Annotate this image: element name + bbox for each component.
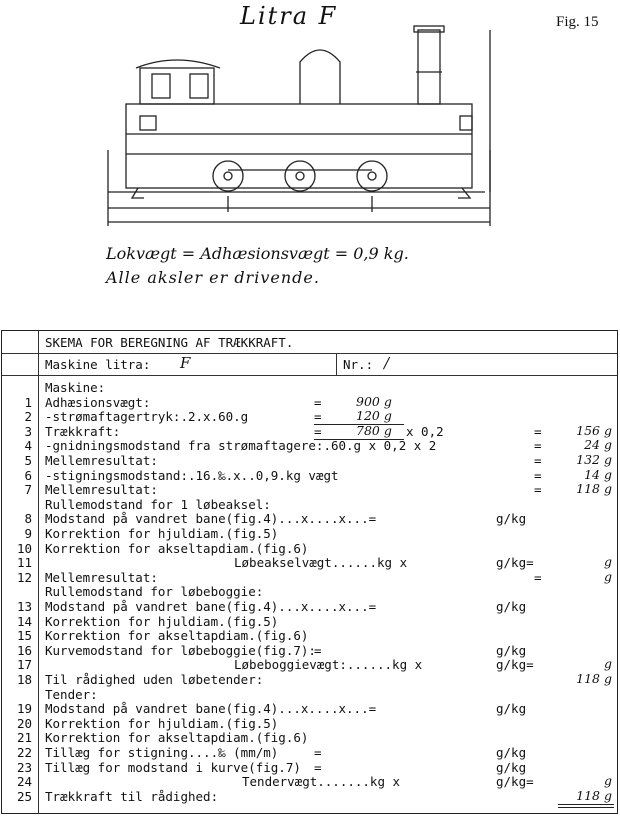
caption-axles: Alle aksler er drivende. [106,268,320,287]
row-label: Korrektion for akseltapdiam.(fig.6) [45,540,309,556]
row-number: 21 [16,730,32,746]
row-number: 5 [24,453,32,468]
figure-number: Fig. 15 [556,14,599,30]
row-number: 10 [16,540,32,556]
row-equals: = [314,745,322,760]
row-label: Trækkraft: [45,423,121,439]
row-equals: = [314,759,322,775]
row-value: 780 g [356,422,392,438]
row-equals: = [314,394,322,410]
row-number: 3 [24,423,32,439]
row-value: 900 g [356,393,392,409]
row-result-equals: = [534,423,542,439]
row-label: Korrektion for akseltapdiam.(fig.6) [45,730,309,746]
row-label: Korrektion for hjuldiam.(fig.5) [45,526,279,541]
row-number: 12 [16,569,32,585]
row-equals: = [314,423,322,439]
maskine-label: Maskine litra: [45,357,151,372]
row-number: 20 [16,715,32,731]
row-result: 156 g [576,422,612,438]
row-unit: g/kg [496,511,527,527]
number-column-line [38,331,39,813]
row-unit: g/kg [496,759,527,775]
row-label: Tillæg for stigning....‰ (mm/m) [45,745,279,760]
row-result-equals: = [534,569,542,585]
row-result: 118 g [576,787,612,803]
divider [2,353,617,354]
row-label: Modstand på vandret bane(fig.4)...x....x...= [45,511,377,527]
row-label: Kurvemodstand for løbeboggie(fig.7): [45,642,316,658]
row-number: 7 [24,482,32,498]
row-unit: g/kg [496,745,527,760]
row-result-equals: = [534,438,542,454]
row-result: 118 g [576,481,612,497]
row-label: Mellemresultat: [45,569,158,585]
row-label: Løbeboggievægt:......kg x [234,657,423,673]
row-number: 15 [16,628,32,644]
traction-calculation-table [1,330,618,814]
row-unit: g/kg [496,701,527,717]
row-label: Til rådighed uden løbetender: [45,672,264,687]
maskine-value: F [180,354,191,372]
row-number: 14 [16,613,32,629]
row-number: 18 [16,672,32,687]
nr-value: / [384,354,390,372]
row-label: Adhæsionsvægt: [45,394,151,410]
row-label: Korrektion for hjuldiam.(fig.5) [45,715,279,731]
row-label: Korrektion for hjuldiam.(fig.5) [45,613,279,629]
row-number: 6 [24,467,32,483]
row-number: 16 [16,642,32,658]
caption-weight: Lokvægt = Adhæsionsvægt = 0,9 kg. [106,244,409,263]
row-label: Modstand på vandret bane(fig.4)...x....x...= [45,599,377,614]
row-number: 17 [16,657,32,673]
row-label: Rullemodstand for 1 løbeaksel: [45,496,271,512]
final-result-underline [558,807,614,808]
row-number: 19 [16,701,32,717]
row-label: Trækkraft til rådighed: [45,788,219,804]
row-unit: g/kg= [496,774,534,790]
row-multiplier: x 0,2 [406,423,444,439]
row-label: Korrektion for akseltapdiam.(fig.6) [45,628,309,644]
locomotive-drawing [0,0,620,240]
row-unit: g/kg [496,599,527,614]
row-number: 23 [16,759,32,775]
row-label: Mellemresultat: [45,482,158,498]
row-unit: g/kg= [496,555,534,571]
figure-title: Litra F [240,2,338,30]
row-number: 9 [24,526,32,541]
row-unit: g/kg [496,642,527,658]
row-number: 13 [16,599,32,614]
row-result: 132 g [576,452,612,467]
row-result: g [603,554,612,570]
row-equals: = [314,409,322,425]
row-label: Maskine: [45,380,106,395]
final-result-underline [558,804,614,805]
row-result: g [603,656,612,672]
nr-label: Nr.: [343,357,374,372]
row-number: 11 [16,555,32,571]
row-number: 22 [16,745,32,760]
row-result-equals: = [534,467,542,483]
row-label: -gnidningsmodstand fra strømaftagere:.60.g x 0,2 x 2 [45,438,437,454]
row-number: 4 [24,438,32,454]
row-result: 14 g [584,466,612,482]
row-result-equals: = [534,482,542,498]
nr-divider [336,353,337,375]
row-number: 1 [24,394,32,410]
row-unit: g/kg= [496,657,534,673]
row-number: 2 [24,409,32,425]
row-result: 24 g [584,437,612,453]
row-number: 25 [16,788,32,804]
row-label: Løbeakselvægt......kg x [234,555,408,571]
row-result-equals: = [534,453,542,468]
row-result: g [603,568,612,584]
row-label: Tender: [45,686,98,702]
divider [2,375,617,376]
schema-heading: SKEMA FOR BEREGNING AF TRÆKKRAFT. [45,335,294,350]
row-label: -strømaftagertryk:.2.x.60.g [45,409,249,425]
row-label: Tillæg for modstand i kurve(fig.7) [45,759,301,775]
row-result: 118 g [576,671,612,686]
row-label: Tendervægt.......kg x [242,774,401,790]
row-label: Mellemresultat: [45,453,158,468]
row-equals: = [314,642,322,658]
row-label: -stigningsmodstand:.16.‰.x..0,9.kg vægt [45,467,339,483]
row-result: g [603,773,612,789]
row-number: 8 [24,511,32,527]
row-label: Rullemodstand for løbeboggie: [45,584,264,600]
row-number: 24 [16,774,32,790]
row-value: 120 g [356,408,392,424]
row-label: Modstand på vandret bane(fig.4)...x....x...= [45,701,377,717]
